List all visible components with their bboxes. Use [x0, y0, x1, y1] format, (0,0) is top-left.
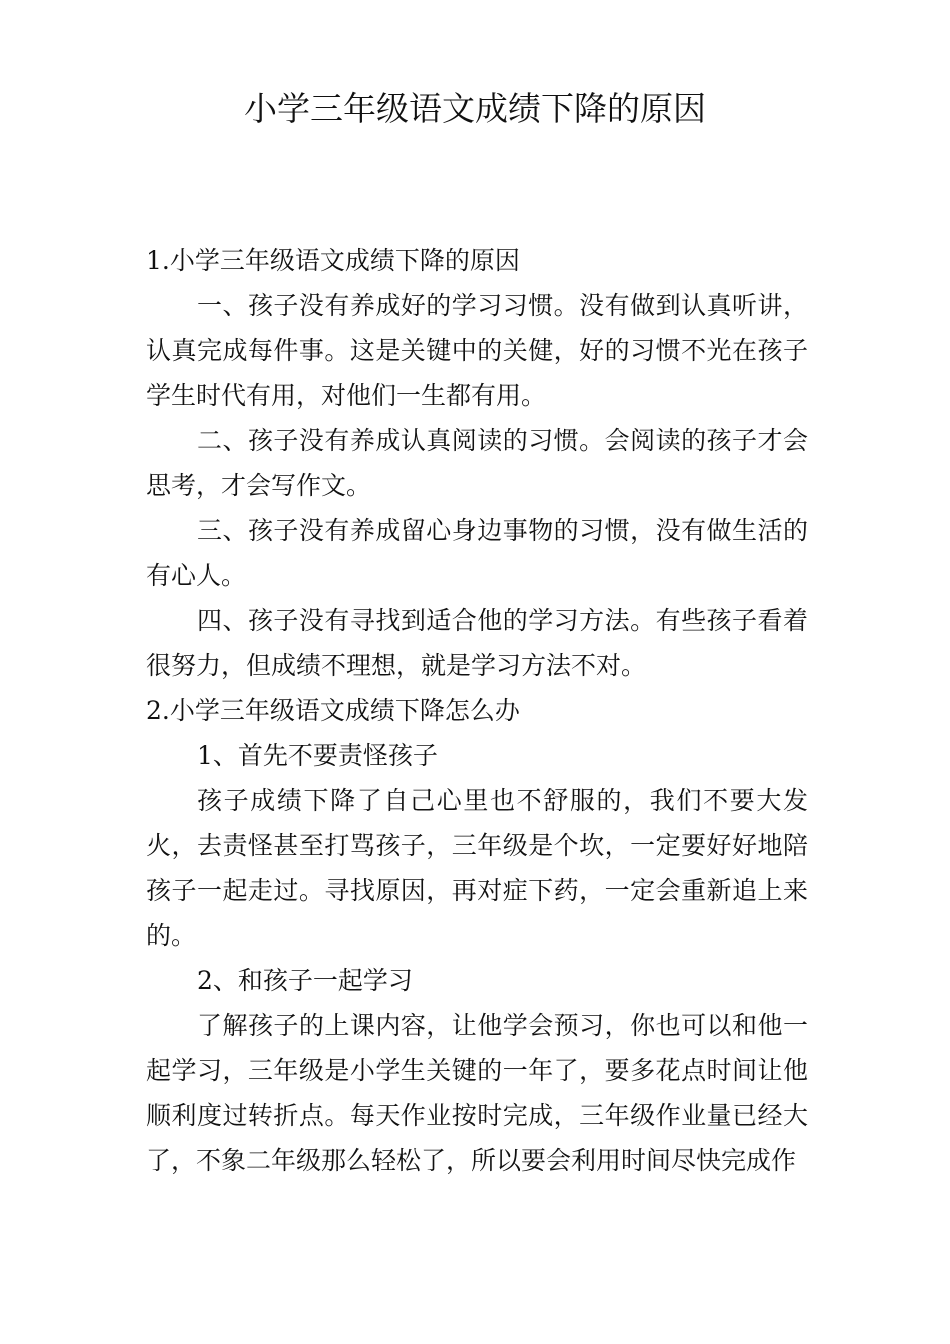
paragraph-reason-2: 二、孩子没有养成认真阅读的习惯。会阅读的孩子才会思考，才会写作文。 — [146, 426, 808, 500]
document-body — [146, 238, 808, 1183]
paragraph-reason-3: 三、孩子没有养成留心身边事物的习惯，没有做生活的有心人。 — [146, 516, 808, 590]
subheading-advice-2: 2、和孩子一起学习 — [197, 966, 413, 995]
section-heading-2: 2.小学三年级语文成绩下降怎么办 — [146, 696, 520, 725]
subheading-advice-1: 1、首先不要责怪孩子 — [197, 741, 438, 770]
section-heading-1: 1.小学三年级语文成绩下降的原因 — [146, 246, 520, 275]
paragraph-advice-2: 了解孩子的上课内容，让他学会预习，你也可以和他一起学习，三年级是小学生关键的一年了，要多花点时间让他顺利度过转折点。每天作业按时完成，三年级作业量已经大了，不象二年级那么轻松了，所以要会利用时间尽快完成作 — [146, 1011, 808, 1175]
paragraph-reason-4: 四、孩子没有寻找到适合他的学习方法。有些孩子看着很努力，但成绩不理想，就是学习方法不对。 — [146, 606, 808, 680]
paragraph-advice-1: 孩子成绩下降了自己心里也不舒服的，我们不要大发火，去责怪甚至打骂孩子，三年级是个坎，一定要好好地陪孩子一起走过。寻找原因，再对症下药，一定会重新追上来的。 — [146, 786, 808, 950]
paragraph-reason-1: 一、孩子没有养成好的学习习惯。没有做到认真听讲，认真完成每件事。这是关键中的关健，好的习惯不光在孩子学生时代有用，对他们一生都有用。 — [146, 291, 808, 410]
document-title: 小学三年级语文成绩下降的原因 — [244, 89, 706, 128]
